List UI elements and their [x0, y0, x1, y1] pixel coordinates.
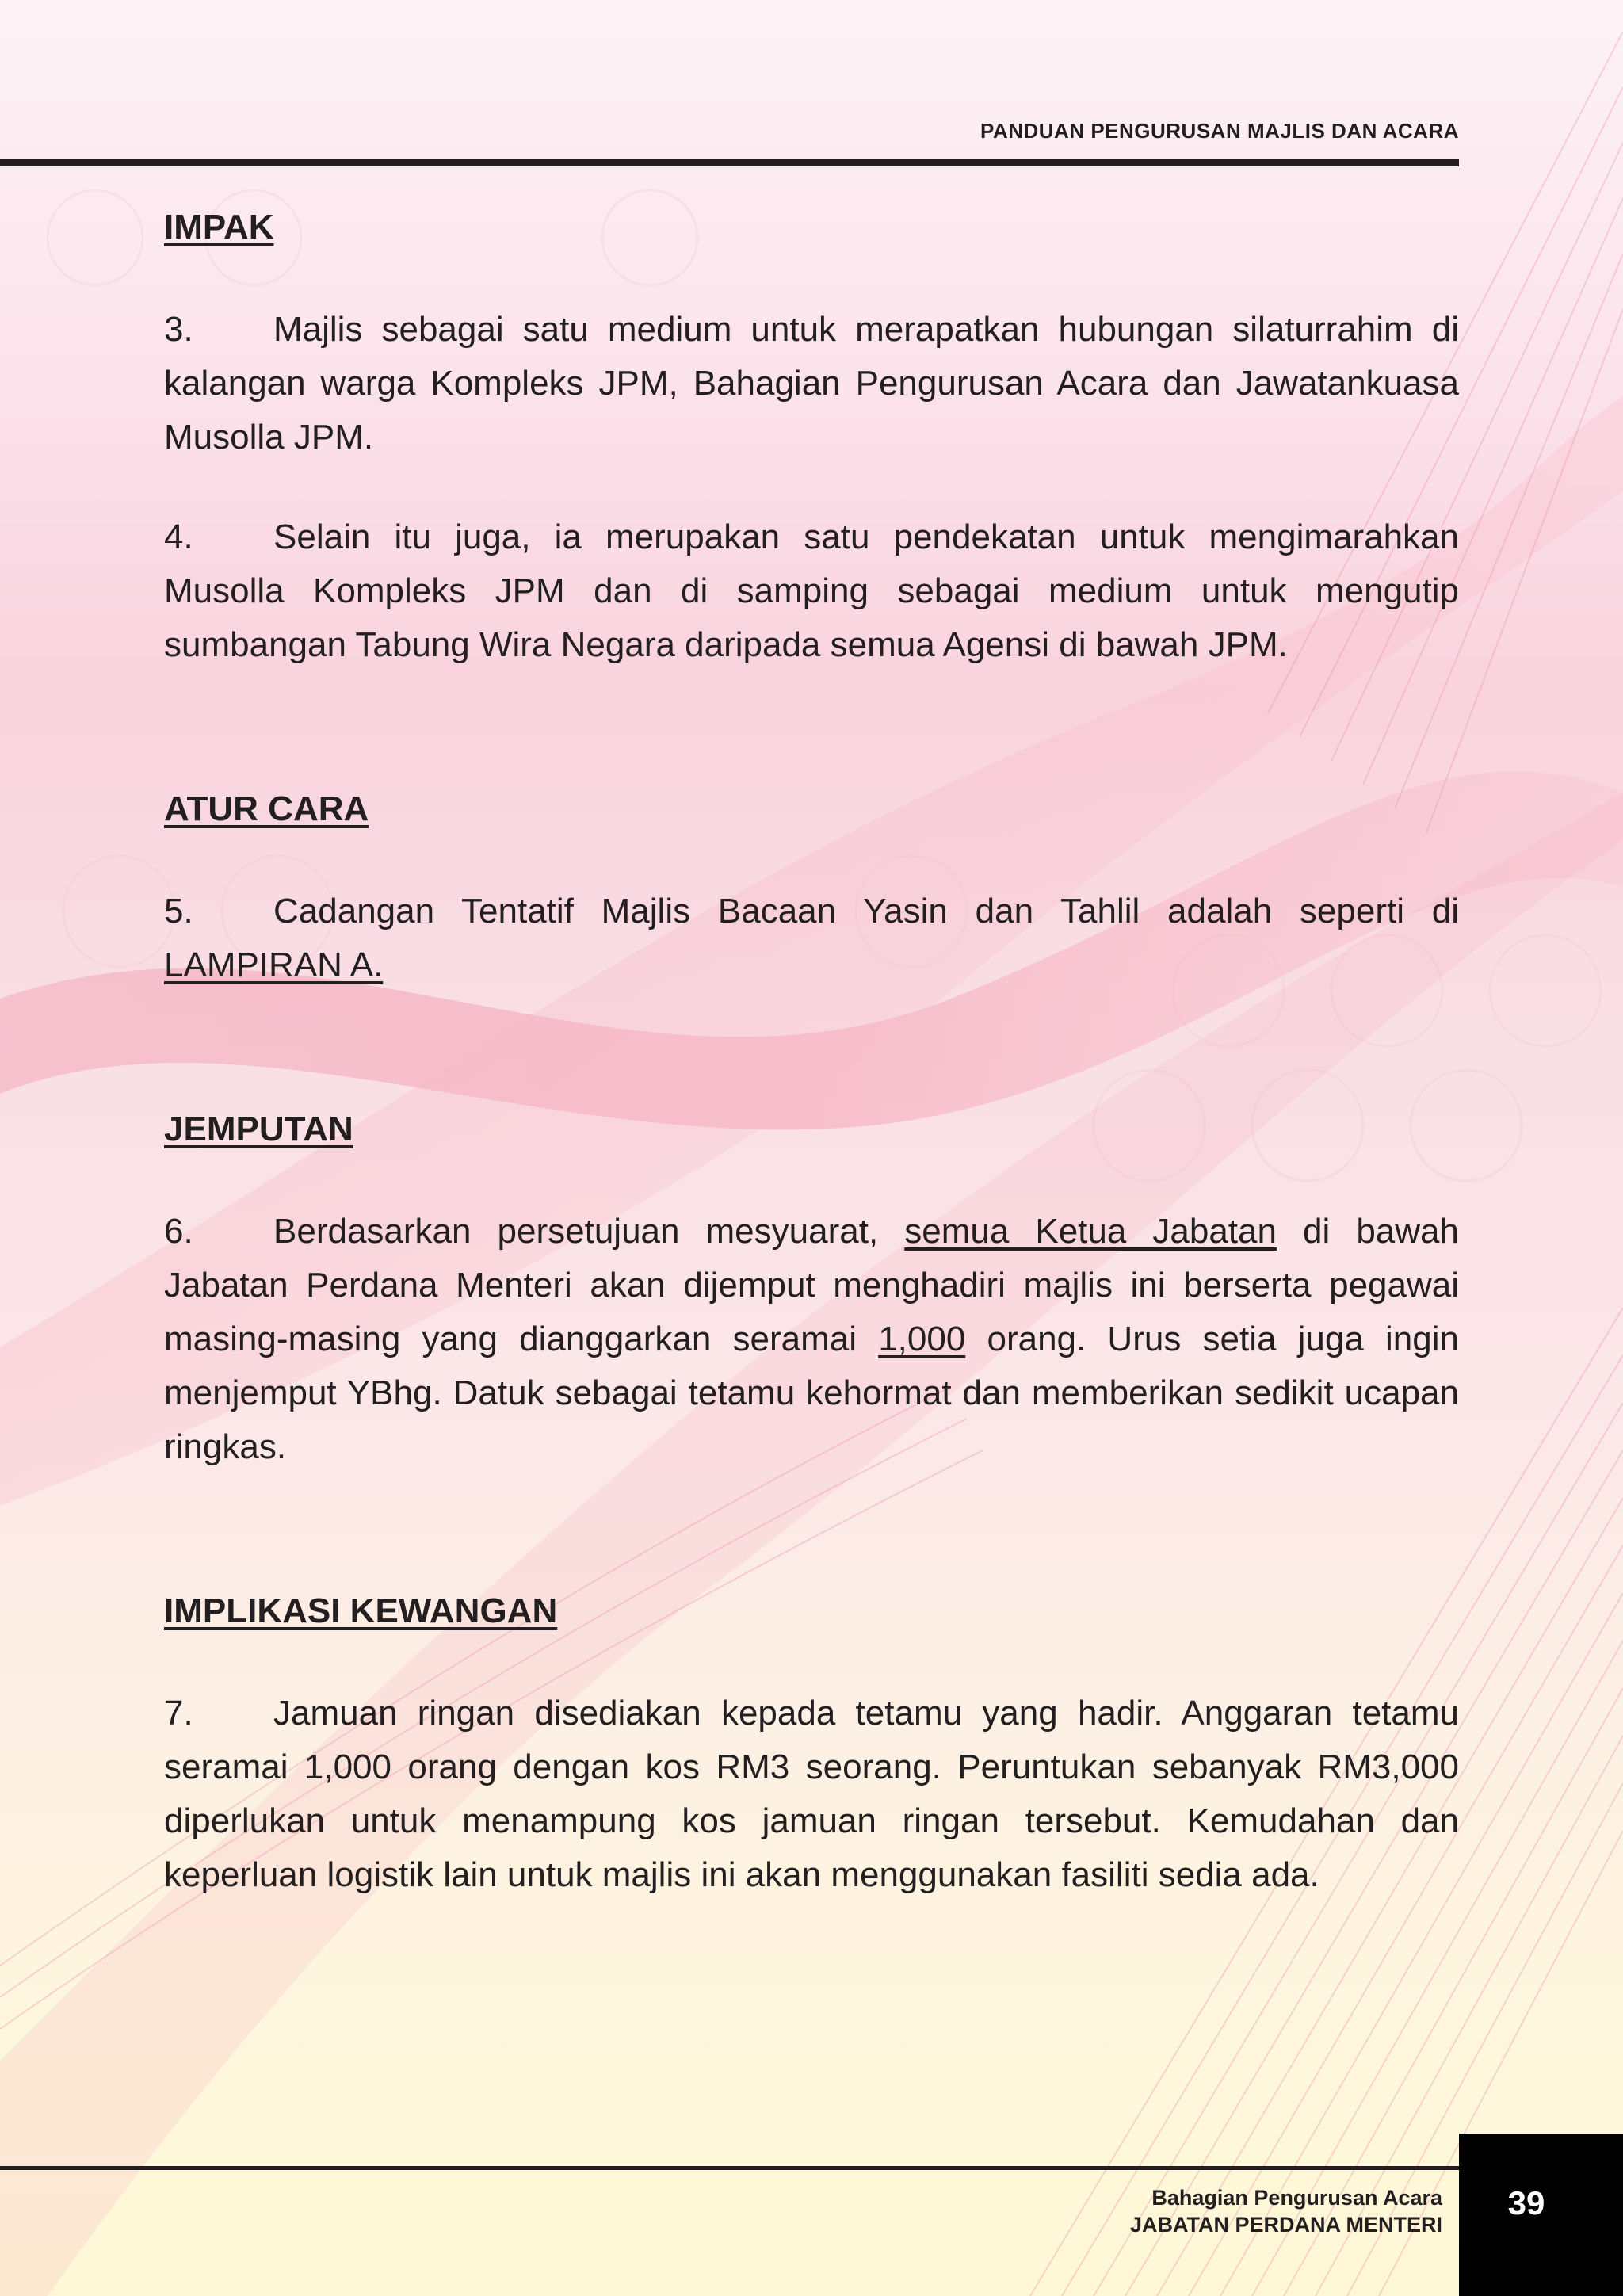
paragraph-5	[164, 884, 1459, 992]
underlined-phrase: semua Ketua Jabatan	[904, 1212, 1277, 1251]
paragraph-text: Selain itu juga, ia merupakan satu pendekatan untuk mengimarahkan Musolla Kompleks JPM dan di samping sebagai medium untuk mengutip sumbangan Tabung Wira Negara daripada semua Agensi di bawah JPM.	[164, 518, 1459, 664]
paragraph-number: 5.	[164, 892, 193, 930]
heading-implikasi-kewangan: IMPLIKASI KEWANGAN	[164, 1591, 558, 1630]
paragraph-6	[164, 1205, 1459, 1474]
heading-jemputan: JEMPUTAN	[164, 1110, 353, 1148]
paragraph-text: Berdasarkan persetujuan mesyuarat,	[273, 1212, 879, 1251]
paragraph-number: 4.	[164, 518, 193, 556]
heading-impak: IMPAK	[164, 208, 274, 246]
paragraph-text: Jamuan ringan disediakan kepada tetamu yang hadir. Anggaran tetamu seramai 1,000 orang dengan kos RM3 seorang. Peruntukan sebanyak RM3,000 diperlukan untuk menampung kos jamuan ringan tersebut. Kemudahan dan keperluan logistik lain untuk majlis ini akan menggunakan fasiliti sedia ada.	[164, 1694, 1459, 1894]
paragraph-text: di bawah Jabatan Perdana Menteri akan dijemput menghadiri majlis ini berserta pegawai masing-masing yang dianggarkan seramai	[164, 1212, 1459, 1358]
paragraph-7	[164, 1687, 1459, 1902]
underlined-number: 1,000	[878, 1320, 966, 1358]
paragraph-3	[164, 303, 1459, 464]
paragraph-number: 3.	[164, 310, 193, 349]
paragraph-4	[164, 510, 1459, 672]
heading-atur-cara: ATUR CARA	[164, 789, 369, 828]
paragraph-text: orang. Urus setia juga ingin menjemput YBhg. Datuk sebagai tetamu kehormat dan memberikan sedikit ucapan ringkas.	[164, 1320, 1459, 1466]
running-header: PANDUAN PENGURUSAN MAJLIS DAN ACARA	[980, 119, 1459, 143]
paragraph-text: Majlis sebagai satu medium untuk merapatkan hubungan silaturrahim di kalangan warga Kompleks JPM, Bahagian Pengurusan Acara dan Jawatankuasa Musolla JPM.	[164, 310, 1459, 457]
page-number-box	[1459, 2134, 1623, 2296]
footer-department: JABATAN PERDANA MENTERI	[1129, 2213, 1442, 2237]
paragraph-text: Cadangan Tentatif Majlis Bacaan Yasin dan Tahlil adalah seperti di	[273, 892, 1459, 930]
paragraph-number: 6.	[164, 1212, 193, 1251]
footer-rule	[0, 2166, 1459, 2170]
paragraph-number: 7.	[164, 1694, 193, 1733]
header-rule	[0, 159, 1459, 166]
document-body	[164, 208, 1459, 1902]
footer-division: Bahagian Pengurusan Acara	[1151, 2186, 1442, 2210]
lampiran-a-reference: LAMPIRAN A.	[164, 946, 384, 984]
footer-organization	[1130, 2184, 1442, 2238]
page-number: 39	[1507, 2184, 1545, 2222]
